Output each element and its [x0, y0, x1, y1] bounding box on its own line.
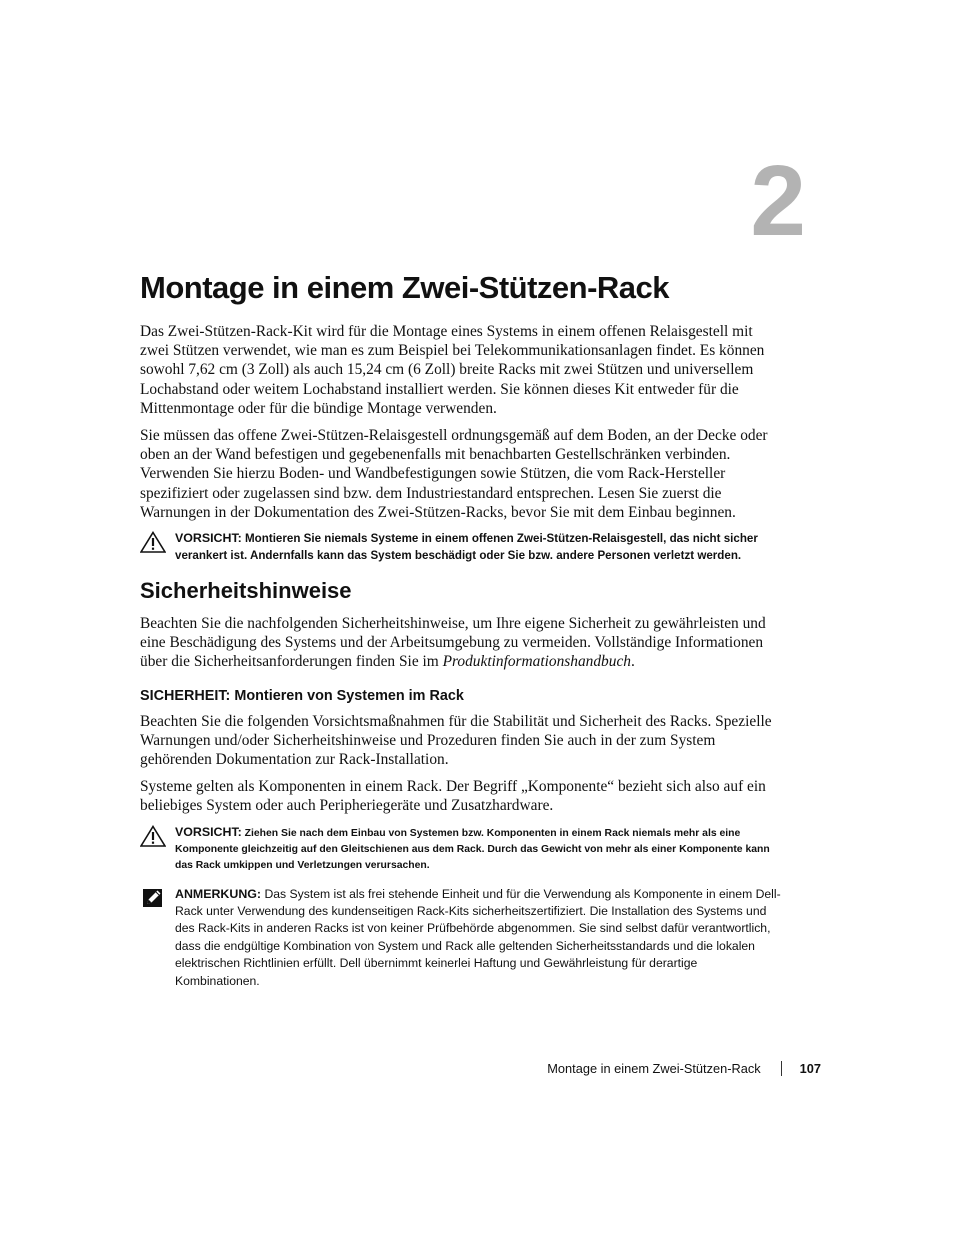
caution-label: VORSICHT: [175, 824, 242, 839]
safety-paragraph-1: Beachten Sie die nachfolgenden Sicherheitshinweise, um Ihre eigene Sicherheit zu gewährleisten und eine Beschädigung des Systems und der Arbeitsumgebung zu vermeiden. Vollständige Informationen über die Sicherheitsanforderungen finden Sie im Produktinformationshandbuch. [140, 615, 766, 671]
product-info-handbook-title: Produktinformationshandbuch [442, 653, 631, 671]
caution-body: Montieren Sie niemals Systeme in einem offenen Zwei-Stützen-Relaisgestell, das nicht sicher verankert ist. Andernfalls kann das System beschädigt oder Sie bzw. andere Personen verletzt werden. [175, 532, 758, 563]
warning-triangle-icon [140, 825, 166, 847]
safety-paragraph-2: Beachten Sie die folgenden Vorsichtsmaßnahmen für die Stabilität und Sicherheit des Racks. Spezielle Warnungen und/oder Sicherheitshinweise und Prozeduren finden Sie auch in der zum System gehörenden Dokumentation zur Rack-Installation. [140, 712, 772, 769]
caution-text-1 [175, 530, 785, 564]
subsection-heading-rack-safety: SICHERHEIT: Montieren von Systemen im Rack [140, 687, 464, 704]
pencil-note-icon [140, 887, 166, 909]
intro-paragraph-2: Sie müssen das offene Zwei-Stützen-Relaisgestell ordnungsgemäß auf dem Boden, an der Decke oder oben an der Wand befestigen und gegebenenfalls mit benachbarten Gestellschränken verbinden. Verwenden Sie hierzu Boden- und Wandbefestigungen sowie Stützen, die vom Rack-Hersteller spezifiziert oder zugelassen sind bzw. dem Industriestandard entsprechen. Lesen Sie zuerst die Warnungen in der Dokumentation des Zwei-Stützen-Racks, bevor Sie mit dem Einbau beginnen. [140, 427, 768, 521]
footer-divider [781, 1061, 782, 1076]
footer-title: Montage in einem Zwei-Stützen-Rack [547, 1061, 761, 1076]
section-heading-safety: Sicherheitshinweise [140, 578, 352, 604]
intro-paragraph-1: Das Zwei-Stützen-Rack-Kit wird für die Montage eines Systems in einem offenen Relaisgestell mit zwei Stützen verwendet, wie man es zum Beispiel bei Telekommunikationsanlagen findet. Es können sowohl 7,62 cm (3 Zoll) als auch 15,24 cm (6 Zoll) breite Racks mit zwei Stützen und universellem Lochabstand oder weitem Lochabstand installiert werden. Sie können dieses Kit entweder für die Mittenmontage oder für die bündige Montage verwenden. [140, 323, 765, 417]
caution-notice-2 [140, 824, 785, 874]
caution-body: Ziehen Sie nach dem Einbau von Systemen bzw. Komponenten in einem Rack niemals mehr als eine Komponente gleichzeitig auf den Gleitschienen aus dem Rack. Durch das Gewicht von mehr als einer Komponente kann das Rack umkippen und Verletzungen verursachen. [175, 827, 770, 871]
caution-label: VORSICHT: [175, 531, 242, 546]
main-content [140, 266, 785, 1002]
note-text [175, 886, 785, 990]
note-label: ANMERKUNG: [175, 886, 262, 901]
safety-paragraph-3: Systeme gelten als Komponenten in einem Rack. Der Begriff „Komponente“ bezieht sich also auf ein beliebiges System oder auch Peripheriegeräte und Zusatzhardware. [140, 778, 766, 815]
warning-triangle-icon [140, 531, 166, 553]
page-footer [547, 1061, 821, 1076]
chapter-number: 2 [750, 145, 804, 257]
chapter-title: Montage in einem Zwei-Stützen-Rack [140, 270, 670, 305]
caution-notice-1 [140, 530, 785, 564]
page-number: 107 [799, 1061, 821, 1076]
note-body: Das System ist als frei stehende Einheit und für die Verwendung als Komponente in einem Dell-Rack unter Verwendung des kundenseitigen Rack-Kits sicherheitszertifiziert. Die Installation des Systems und des Rack-Kits in anderen Racks ist von keiner Prüfbehörde abgenommen. Sie sind selbst dafür verantwortlich, dass die endgültige Kombination von System und Rack alle geltenden Sicherheitsstandards und die lokalen elektrischen Richtlinien erfüllt. Dell übernimmt keinerlei Haftung und Gewährleistung für derartige Kombinationen. [175, 886, 781, 988]
caution-text-2 [175, 824, 785, 874]
note-notice [140, 886, 785, 990]
